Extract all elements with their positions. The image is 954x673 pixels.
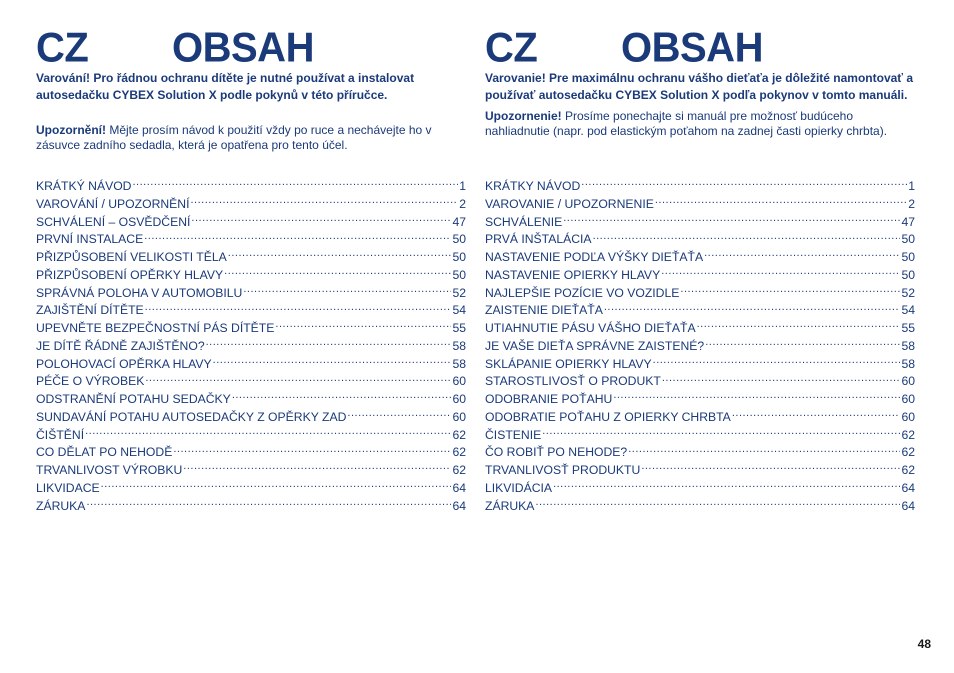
language-code: CZ [485, 24, 538, 72]
note-paragraph [36, 123, 466, 153]
toc-entry-title: ČIŠTĚNÍ [36, 427, 85, 442]
toc-entry[interactable] [36, 231, 466, 249]
left-column [36, 24, 466, 513]
note-label: Upozornění! [36, 123, 106, 137]
toc-entry[interactable] [36, 462, 466, 480]
note-paragraph [485, 109, 915, 139]
toc-entry-title: VAROVÁNÍ / UPOZORNĚNÍ [36, 196, 190, 211]
toc-entry-page: 64 [901, 480, 915, 495]
toc-leader-dots [535, 498, 900, 510]
toc-entry-page: 58 [901, 338, 915, 353]
toc-entry-page: 58 [452, 338, 466, 353]
toc-leader-dots [347, 409, 451, 421]
toc-entry-title: LIKVIDÁCIA [485, 480, 553, 495]
toc-entry-page: 60 [901, 392, 915, 406]
toc-leader-dots [613, 391, 900, 403]
toc-entry-title: ZAISTENIE DIEŤAŤA [485, 303, 603, 318]
toc-leader-dots [563, 214, 900, 226]
toc-entry-title: POLOHOVACÍ OPĚRKA HLAVY [36, 356, 212, 371]
toc-entry-title: SCHVÁLENIE [485, 214, 563, 229]
toc-entry[interactable] [485, 178, 915, 196]
page-number: 48 [917, 637, 931, 651]
toc-leader-dots [206, 338, 452, 350]
toc-entry-page: 64 [452, 480, 466, 495]
toc-leader-dots [183, 462, 451, 474]
toc-entry-title: JE DÍTĚ ŘÁDNĚ ZAJIŠTĚNO? [36, 338, 205, 353]
toc-entry-page: 1 [459, 179, 466, 193]
toc-leader-dots [191, 196, 459, 208]
toc-entry-page: 54 [452, 303, 466, 318]
toc-entry-title: VAROVANIE / UPOZORNENIE [485, 196, 654, 211]
toc-leader-dots [732, 409, 901, 421]
toc-entry-title: ODOBRATIE POŤAHU Z OPIERKY CHRBTA [485, 409, 731, 424]
toc-entry-page: 62 [452, 445, 466, 460]
toc-entry[interactable] [485, 214, 915, 232]
toc-leader-dots [85, 427, 451, 439]
toc-entry[interactable] [485, 320, 915, 338]
toc-entry-page: 62 [901, 463, 915, 477]
toc-entry-title: PŘIZPŮSOBENÍ VELIKOSTI TĚLA [36, 250, 227, 264]
toc-entry-title: SKLÁPANIE OPIERKY HLAVY [485, 356, 652, 371]
toc-leader-dots [213, 356, 452, 368]
toc-entry-page: 60 [901, 374, 915, 389]
toc-entry-page: 62 [901, 427, 915, 442]
toc-entry-page: 50 [452, 250, 466, 264]
toc-entry-title: JE VAŠE DIEŤA SPRÁVNE ZAISTENÉ? [485, 338, 705, 353]
toc-entry[interactable] [36, 480, 466, 498]
toc-leader-dots [705, 338, 900, 350]
toc-leader-dots [653, 356, 901, 368]
toc-entry-title: ČISTENIE [485, 427, 542, 442]
toc-entry[interactable] [485, 302, 915, 320]
toc-entry-page: 2 [459, 196, 466, 211]
toc-entry-title: UTIAHNUTIE PÁSU VÁŠHO DIEŤAŤA [485, 321, 696, 335]
toc-entry-title: ZAJIŠTĚNÍ DÍTĚTE [36, 303, 144, 318]
toc-leader-dots [145, 373, 451, 385]
toc-entry-page: 52 [452, 285, 466, 300]
toc-entry[interactable] [36, 373, 466, 391]
title-text: OBSAH [621, 24, 763, 72]
toc-leader-dots [133, 178, 459, 190]
toc-entry-title: ODOBRANIE POŤAHU [485, 392, 613, 406]
toc-leader-dots [641, 462, 900, 474]
toc-entry-title: CO DĚLAT PO NEHODĚ [36, 445, 173, 460]
toc-entry-title: NASTAVENIE PODĽA VÝŠKY DIEŤAŤA [485, 250, 704, 264]
toc-entry-title: KRÁTKY NÁVOD [485, 179, 581, 193]
toc-leader-dots [628, 444, 900, 456]
toc-entry[interactable] [36, 498, 466, 516]
toc-entry[interactable] [485, 391, 915, 409]
toc-entry-page: 2 [908, 196, 915, 211]
toc-entry[interactable] [485, 462, 915, 480]
toc-entry[interactable] [36, 356, 466, 374]
toc-entry-page: 47 [901, 214, 915, 229]
toc-entry[interactable] [36, 444, 466, 462]
toc-entry-page: 60 [452, 409, 466, 424]
toc-entry-title: NASTAVENIE OPIERKY HLAVY [485, 267, 661, 282]
toc-entry-page: 54 [901, 303, 915, 318]
toc-entry-title: TRVANLIVOST VÝROBKU [36, 463, 183, 477]
toc-entry-page: 62 [901, 445, 915, 460]
toc-entry-page: 64 [452, 498, 466, 513]
toc-entry[interactable] [36, 320, 466, 338]
toc-entry[interactable] [36, 249, 466, 267]
toc-entry[interactable] [485, 498, 915, 516]
toc-entry-title: LIKVIDACE [36, 480, 100, 495]
toc-entry-page: 47 [452, 214, 466, 229]
table-of-contents [485, 178, 915, 515]
toc-entry-page: 55 [901, 321, 915, 335]
toc-entry-title: SCHVÁLENÍ – OSVĚDČENÍ [36, 214, 191, 229]
toc-entry[interactable] [485, 480, 915, 498]
toc-entry[interactable] [36, 338, 466, 356]
toc-leader-dots [275, 320, 451, 332]
toc-entry-page: 50 [901, 232, 915, 247]
toc-entry-title: UPEVNĚTE BEZPEČNOSTNÍ PÁS DÍTĚTE [36, 321, 275, 335]
toc-entry[interactable] [36, 196, 466, 214]
toc-entry[interactable] [485, 249, 915, 267]
toc-leader-dots [604, 302, 901, 314]
toc-entry-title: PÉČE O VÝROBEK [36, 374, 145, 389]
toc-entry[interactable] [485, 196, 915, 214]
title-text: OBSAH [172, 24, 314, 72]
toc-entry[interactable] [36, 302, 466, 320]
toc-entry-title: PŘIZPŮSOBENÍ OPĚRKY HLAVY [36, 267, 224, 282]
toc-leader-dots [593, 231, 901, 243]
toc-entry-page: 60 [452, 392, 466, 406]
toc-leader-dots [191, 214, 451, 226]
toc-leader-dots [101, 480, 452, 492]
toc-entry-page: 50 [452, 232, 466, 247]
table-of-contents [36, 178, 466, 515]
toc-entry-page: 64 [901, 498, 915, 513]
warning-text: Varovanie! Pre maximálnu ochranu vášho dieťaťa je dôležité namontovať a používať autosedačku CYBEX Solution X podľa pokynov v tomto manuáli. [485, 71, 914, 102]
toc-entry-title: ODSTRANĚNÍ POTAHU SEDAČKY [36, 392, 231, 406]
toc-entry-page: 62 [452, 463, 466, 477]
toc-entry[interactable] [36, 391, 466, 409]
toc-entry-page: 50 [901, 250, 915, 264]
note-text: Mějte prosím návod k použití vždy po ruce a nechávejte ho v zásuvce zadního sedadla, která je opatřena pro tento účel. [36, 123, 432, 152]
toc-entry[interactable] [36, 267, 466, 285]
toc-entry[interactable] [485, 338, 915, 356]
toc-entry-title: NAJLEPŠIE POZÍCIE VO VOZIDLE [485, 285, 680, 300]
toc-entry-page: 58 [901, 356, 915, 371]
toc-leader-dots [228, 249, 452, 261]
toc-entry-page: 60 [452, 374, 466, 389]
toc-leader-dots [173, 444, 451, 456]
toc-leader-dots [661, 267, 900, 279]
note-text: Prosíme ponechajte si manuál pre možnosť budúceho nahliadnutie (napr. pod elastickým poťahom na zadnej časti opierky chrbta). [485, 109, 888, 138]
toc-entry-page: 55 [452, 321, 466, 335]
toc-entry-title: ČO ROBIŤ PO NEHODE? [485, 445, 628, 460]
toc-entry-title: PRVÁ INŠTALÁCIA [485, 232, 592, 247]
toc-leader-dots [581, 178, 907, 190]
toc-entry-title: TRVANLIVOSŤ PRODUKTU [485, 463, 641, 477]
toc-entry-title: KRÁTKÝ NÁVOD [36, 179, 132, 193]
toc-entry-page: 52 [901, 285, 915, 300]
toc-entry-page: 1 [908, 179, 915, 193]
toc-entry-page: 58 [452, 356, 466, 371]
toc-entry[interactable] [36, 214, 466, 232]
toc-entry[interactable] [36, 409, 466, 427]
toc-leader-dots [144, 231, 451, 243]
toc-entry-title: PRVNÍ INSTALACE [36, 232, 144, 247]
toc-leader-dots [655, 196, 907, 208]
toc-leader-dots [697, 320, 901, 332]
toc-entry[interactable] [485, 231, 915, 249]
toc-leader-dots [86, 498, 451, 510]
right-column [485, 24, 915, 513]
toc-entry-title: ZÁRUKA [36, 498, 86, 513]
toc-leader-dots [553, 480, 900, 492]
toc-entry-page: 50 [901, 267, 915, 282]
toc-leader-dots [542, 427, 900, 439]
toc-entry-page: 62 [452, 427, 466, 442]
toc-leader-dots [243, 285, 451, 297]
toc-leader-dots [662, 373, 901, 385]
page-title [485, 26, 915, 70]
toc-leader-dots [232, 391, 452, 403]
toc-entry[interactable] [485, 373, 915, 391]
toc-entry-title: STAROSTLIVOSŤ O PRODUKT [485, 374, 661, 389]
toc-entry-title: SUNDAVÁNÍ POTAHU AUTOSEDAČKY Z OPĚRKY ZAD [36, 409, 347, 424]
toc-entry[interactable] [36, 178, 466, 196]
note-label: Upozornenie! [485, 109, 562, 123]
toc-entry[interactable] [485, 267, 915, 285]
toc-entry-title: ZÁRUKA [485, 498, 535, 513]
toc-leader-dots [704, 249, 900, 261]
warning-text: Varování! Pro řádnou ochranu dítěte je nutné používat a instalovat autosedačku CYBEX Solution X podle pokynů v této příručce. [36, 71, 415, 102]
toc-leader-dots [680, 285, 900, 297]
page-title [36, 26, 466, 70]
toc-entry[interactable] [485, 285, 915, 303]
toc-entry-page: 50 [452, 267, 466, 282]
toc-entry-title: SPRÁVNÁ POLOHA V AUTOMOBILU [36, 285, 243, 300]
toc-leader-dots [145, 302, 452, 314]
toc-entry[interactable] [485, 444, 915, 462]
toc-entry[interactable] [485, 427, 915, 445]
language-code: CZ [36, 24, 89, 72]
toc-entry[interactable] [36, 427, 466, 445]
toc-entry-page: 60 [901, 409, 915, 424]
toc-entry[interactable] [485, 409, 915, 427]
toc-entry[interactable] [36, 285, 466, 303]
toc-leader-dots [224, 267, 451, 279]
toc-entry[interactable] [485, 356, 915, 374]
